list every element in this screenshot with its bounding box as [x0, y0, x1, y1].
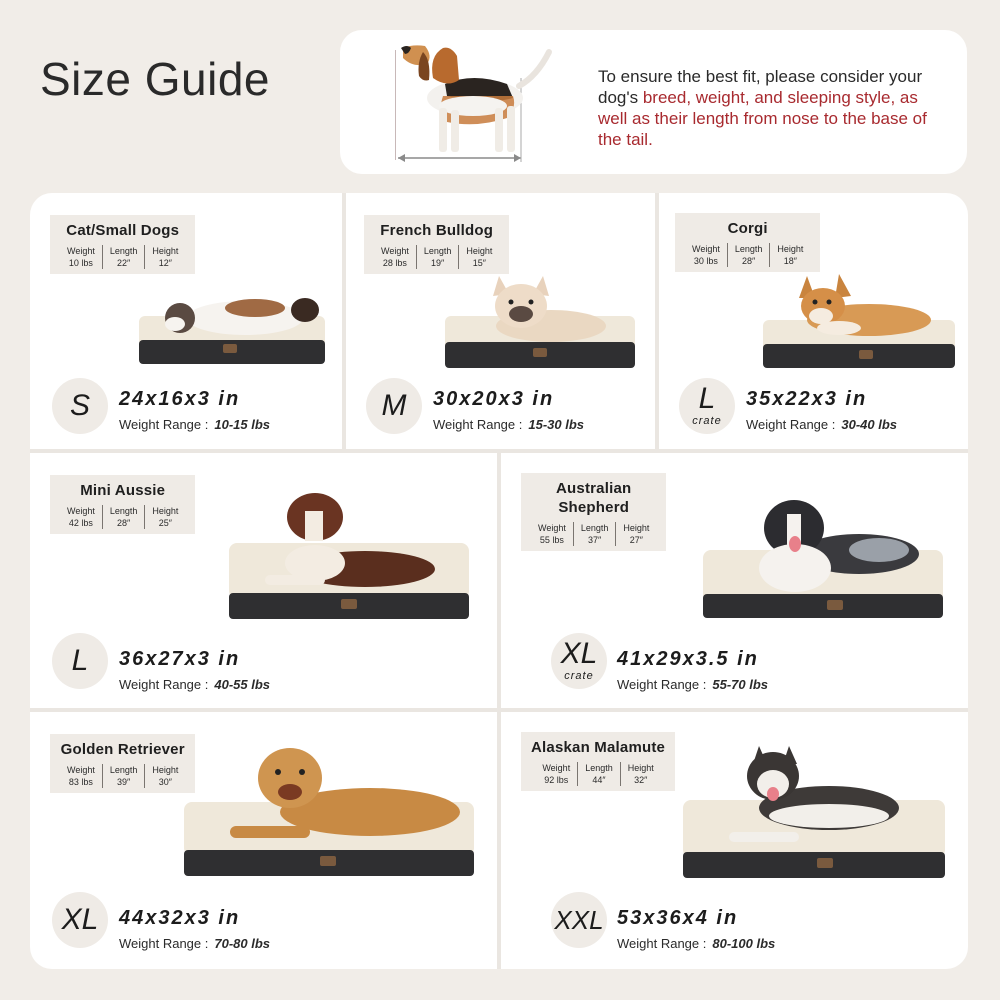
height-value: 12″	[158, 258, 172, 268]
length-label: Length	[734, 244, 763, 254]
intro-box	[340, 30, 967, 174]
weight-range	[119, 936, 270, 951]
length-label: Length	[585, 763, 613, 773]
height-label: Height	[152, 765, 179, 775]
length-value: 37″	[588, 535, 602, 545]
length-value: 44″	[592, 775, 606, 785]
weight-value: 10 lbs	[68, 258, 93, 268]
size-letter: XL	[61, 903, 99, 936]
size-badge	[679, 378, 735, 434]
weight-value: 55 lbs	[539, 535, 564, 545]
mini-aussie-on-bed	[225, 493, 475, 628]
size-letter: XXL	[554, 905, 604, 935]
height-value: 25″	[158, 518, 172, 528]
length-value: 39″	[117, 777, 131, 787]
weight-value: 30 lbs	[693, 256, 718, 266]
size-card-s	[30, 193, 342, 449]
bed-dimensions: 24x16x3 in	[119, 388, 241, 410]
length-value: 22″	[117, 258, 131, 268]
weight-range-label: Weight Range :	[617, 677, 707, 692]
weight-value: 83 lbs	[68, 777, 93, 787]
weight-value: 28 lbs	[382, 258, 407, 268]
height-value: 32″	[634, 775, 648, 785]
breed-name: Mini Aussie	[80, 482, 166, 499]
page-title: Size Guide	[40, 53, 271, 105]
intro-text	[598, 66, 948, 150]
weight-range	[617, 677, 768, 692]
size-card-xxl	[501, 712, 968, 969]
bed-dimensions: 41x29x3.5 in	[617, 648, 759, 670]
size-sub-label: crate	[692, 415, 722, 427]
height-label: Height	[627, 763, 654, 773]
weight-range-label: Weight Range :	[119, 417, 209, 432]
breed-tag	[675, 213, 820, 272]
weight-range-value: 40-55 lbs	[214, 677, 271, 692]
french-bulldog-on-bed	[441, 268, 639, 373]
height-label: Height	[466, 246, 493, 256]
weight-value: 92 lbs	[544, 775, 569, 785]
weight-label: Weight	[67, 506, 95, 516]
breed-tag	[50, 734, 195, 793]
bed-dimensions: 36x27x3 in	[119, 648, 241, 670]
size-card-xl-crate	[501, 453, 968, 708]
weight-range-value: 55-70 lbs	[712, 677, 769, 692]
length-value: 19″	[431, 258, 445, 268]
size-badge	[52, 633, 108, 689]
height-value: 30″	[158, 777, 172, 787]
size-card-m	[346, 193, 655, 449]
weight-range-value: 10-15 lbs	[214, 417, 271, 432]
breed-tag	[521, 473, 666, 551]
weight-range	[119, 417, 270, 432]
size-badge	[366, 378, 422, 434]
intro-text-plain: To ensure the best fit, please consider your dog's	[598, 67, 923, 107]
australian-shepherd-on-bed	[699, 498, 949, 623]
weight-range-label: Weight Range :	[433, 417, 523, 432]
beagle-measure-illustration	[395, 38, 575, 166]
breed-name	[531, 479, 656, 517]
size-letter: M	[381, 389, 407, 422]
weight-range	[119, 677, 270, 692]
length-label: Length	[109, 246, 138, 256]
height-label: Height	[152, 506, 179, 516]
weight-range-label: Weight Range :	[617, 936, 707, 951]
length-label: Length	[580, 523, 609, 533]
alaskan-malamute-on-bed	[679, 740, 949, 885]
height-label: Height	[777, 244, 804, 254]
bed-dimensions: 53x36x4 in	[617, 907, 739, 929]
size-letter: XL	[560, 637, 598, 670]
cat-on-bed	[135, 288, 330, 368]
size-badge	[52, 378, 108, 434]
weight-label: Weight	[67, 246, 95, 256]
size-letter: S	[69, 389, 90, 422]
weight-range-value: 70-80 lbs	[214, 936, 271, 951]
intro-text-highlight: breed, weight, and sleeping style, as well as their length from nose to the base of the tail.	[598, 88, 927, 149]
weight-range-value: 80-100 lbs	[712, 936, 776, 951]
breed-name: Corgi	[727, 220, 768, 237]
bed-dimensions: 30x20x3 in	[433, 388, 555, 410]
bed-dimensions: 44x32x3 in	[119, 907, 241, 929]
length-label: Length	[423, 246, 452, 256]
size-grid	[30, 193, 968, 969]
weight-label: Weight	[692, 244, 720, 254]
weight-label: Weight	[538, 523, 566, 533]
weight-range-label: Weight Range :	[119, 936, 209, 951]
height-value: 18″	[783, 256, 797, 266]
weight-value: 42 lbs	[68, 518, 93, 528]
size-letter: L	[698, 382, 716, 415]
height-label: Height	[152, 246, 179, 256]
golden-retriever-on-bed	[180, 742, 480, 882]
weight-label: Weight	[542, 763, 571, 773]
weight-range-label: Weight Range :	[746, 417, 836, 432]
size-sub-label: crate	[564, 670, 594, 682]
weight-range	[617, 936, 775, 951]
length-value: 28″	[742, 256, 756, 266]
size-letter: L	[71, 644, 89, 677]
size-card-l	[30, 453, 497, 708]
height-value: 27″	[629, 535, 643, 545]
breed-name: Cat/Small Dogs	[66, 222, 180, 239]
size-card-l-crate	[659, 193, 968, 449]
size-card-xl	[30, 712, 497, 969]
breed-name-text: Australian Shepherd	[556, 480, 632, 516]
height-label: Height	[623, 523, 650, 533]
length-value: 28″	[117, 518, 131, 528]
length-label: Length	[109, 765, 138, 775]
height-value: 15″	[472, 258, 486, 268]
weight-label: Weight	[381, 246, 409, 256]
length-label: Length	[109, 506, 138, 516]
weight-range	[746, 417, 897, 432]
breed-tag	[364, 215, 509, 274]
breed-name: French Bulldog	[380, 222, 494, 239]
size-badge	[551, 633, 607, 689]
size-badge	[52, 892, 108, 948]
weight-label: Weight	[67, 765, 95, 775]
breed-name: Golden Retriever	[60, 741, 185, 758]
weight-range	[433, 417, 584, 432]
weight-range-value: 30-40 lbs	[841, 417, 898, 432]
weight-range-value: 15-30 lbs	[528, 417, 585, 432]
weight-range-label: Weight Range :	[119, 677, 209, 692]
breed-tag	[50, 215, 195, 274]
size-badge	[551, 892, 607, 948]
breed-name: Alaskan Malamute	[531, 739, 666, 756]
breed-tag	[50, 475, 195, 534]
corgi-on-bed	[759, 268, 959, 373]
bed-dimensions: 35x22x3 in	[746, 388, 868, 410]
breed-tag	[521, 732, 675, 791]
